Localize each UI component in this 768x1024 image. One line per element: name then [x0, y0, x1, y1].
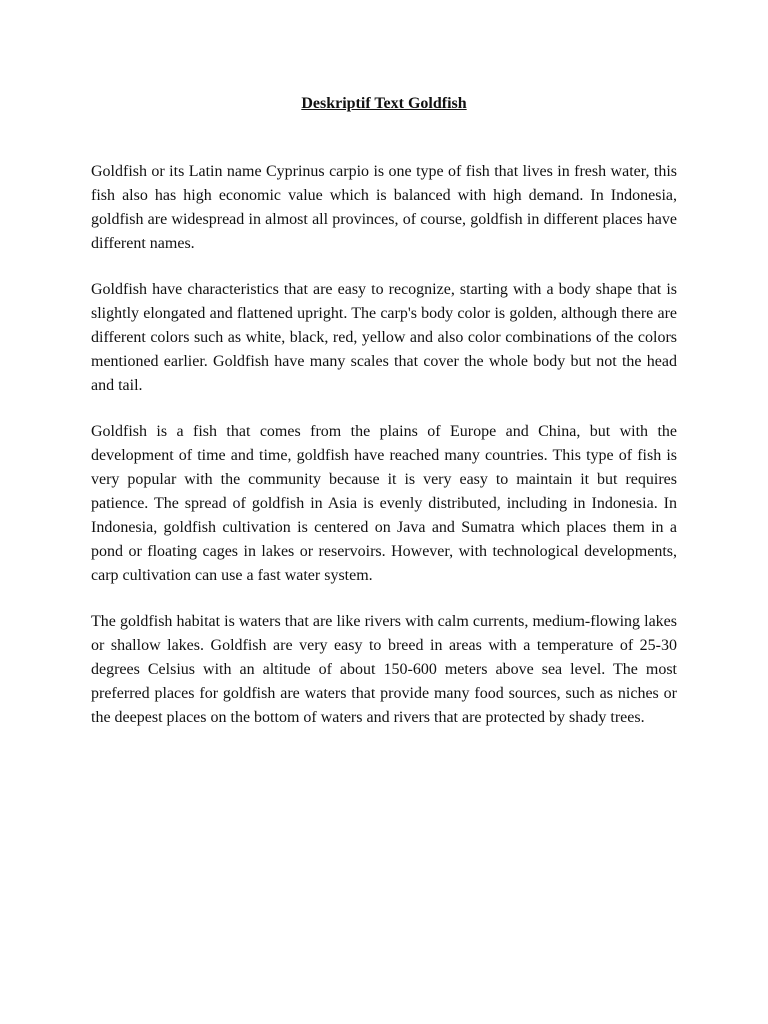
paragraph-habitat: The goldfish habitat is waters that are like rivers with calm currents, medium-flowing lakes or shallow lakes. Goldfish are very easy to breed in areas with a temperature of 25-30 degrees Celsius with an altitude of about 150-600 meters above sea level. The most preferred places for goldfish are waters that provide many food sources, such as niches or the deepest places on the bottom of waters and rivers that are protected by shady trees.: [91, 613, 677, 726]
document-title: Deskriptif Text Goldfish: [301, 95, 467, 112]
document-body: [91, 92, 677, 752]
paragraph-introduction: Goldfish or its Latin name Cyprinus carpio is one type of fish that lives in fresh water, this fish also has high economic value which is balanced with high demand. In Indonesia, goldfish are widespread in almost all provinces, of course, goldfish in different places have different names.: [91, 163, 677, 252]
paragraph-origin: Goldfish is a fish that comes from the plains of Europe and China, but with the development of time and time, goldfish have reached many countries. This type of fish is very popular with the community because it is very easy to maintain it but requires patience. The spread of goldfish in Asia is evenly distributed, including in Indonesia. In Indonesia, goldfish cultivation is centered on Java and Sumatra which places them in a pond or floating cages in lakes or reservoirs. However, with technological developments, carp cultivation can use a fast water system.: [91, 423, 677, 584]
paragraph-characteristics: Goldfish have characteristics that are easy to recognize, starting with a body shape that is slightly elongated and flattened upright. The carp's body color is golden, although there are different colors such as white, black, red, yellow and also color combinations of the colors mentioned earlier. Goldfish have many scales that cover the whole body but not the head and tail.: [91, 281, 677, 394]
